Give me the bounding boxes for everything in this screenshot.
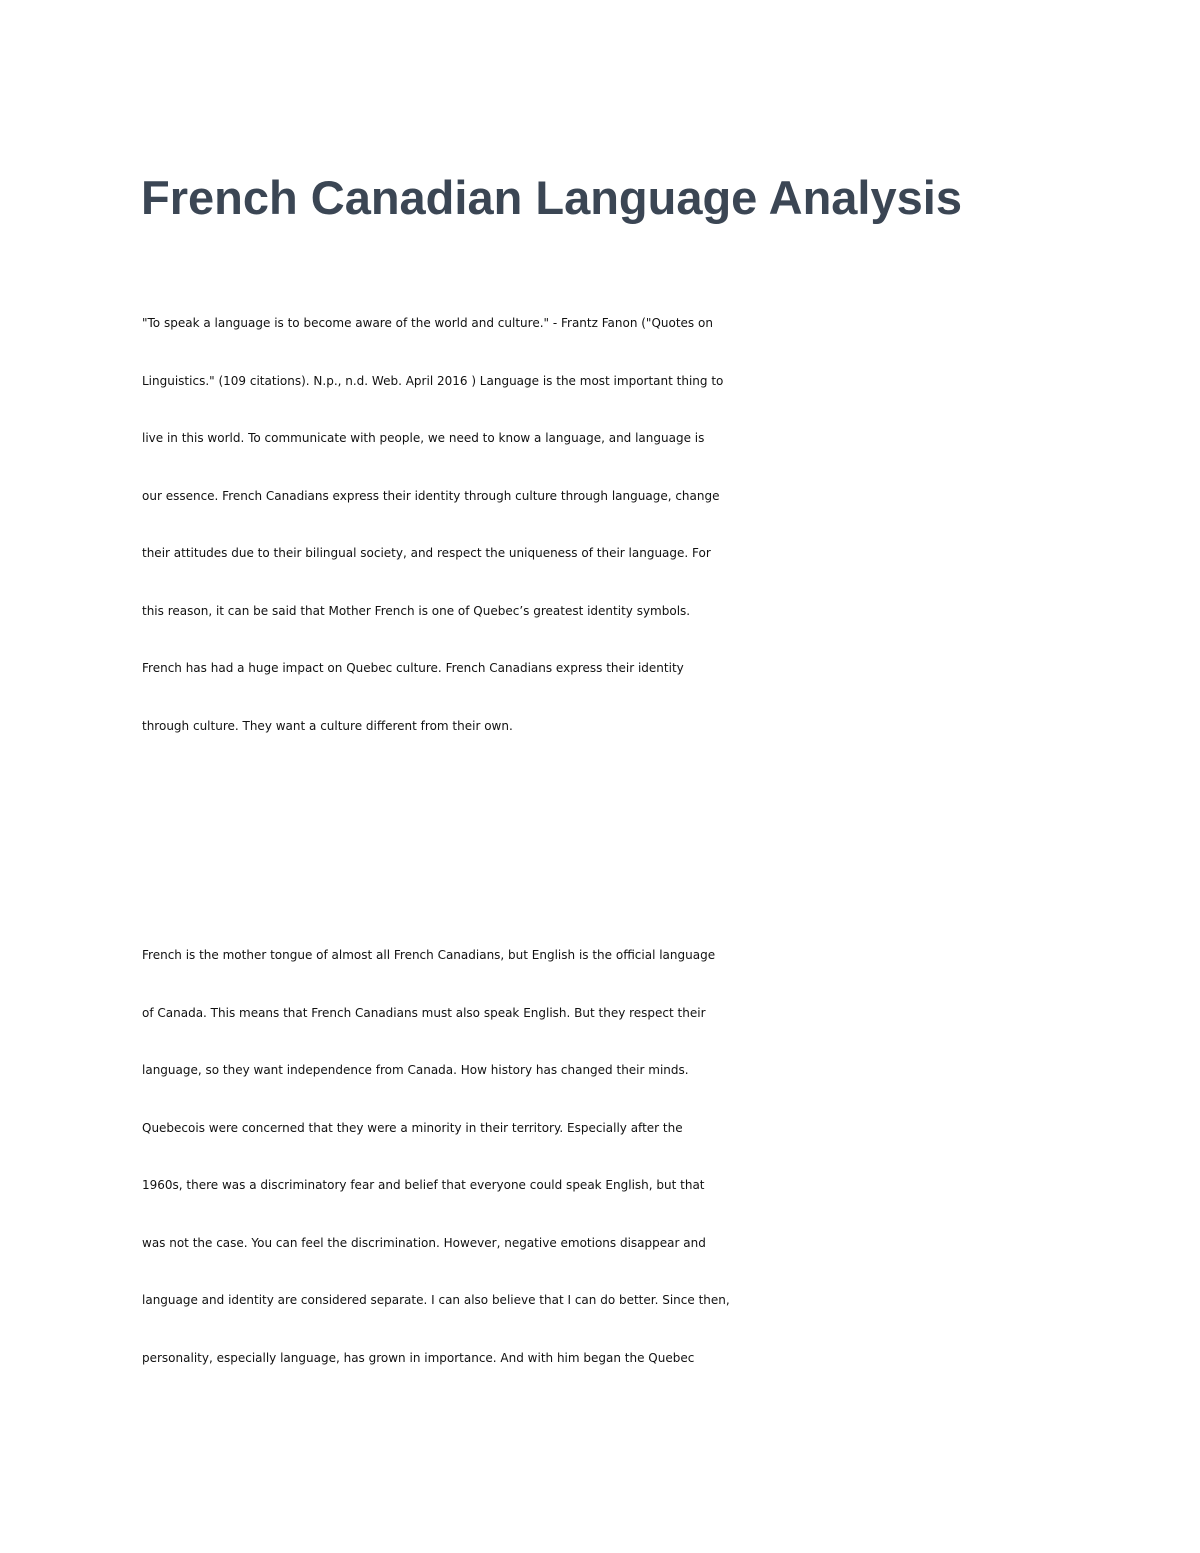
paragraph-line: Quebecois were concerned that they were a minority in their territory. Especially after the (142, 1120, 683, 1135)
paragraph-2 (142, 927, 1082, 1387)
paragraph-line: French has had a huge impact on Quebec culture. French Canadians express their identity (142, 661, 684, 675)
paragraph-line: "To speak a language is to become aware of the world and culture." - Frantz Fanon ("Quotes on (142, 316, 713, 330)
paragraph-line: Linguistics." (109 citations). N.p., n.d. Web. April 2016 ) Language is the most important thing to (142, 373, 724, 388)
paragraph-line: of Canada. This means that French Canadians must also speak English. But they respect their (142, 1005, 706, 1020)
paragraph-line: 1960s, there was a discriminatory fear and belief that everyone could speak English, but that (142, 1178, 705, 1192)
paragraph-line: personality, especially language, has grown in importance. And with him began the Quebec (142, 1350, 695, 1365)
paragraph-line: our essence. French Canadians express their identity through culture through language, change (142, 488, 720, 503)
paragraph-line: live in this world. To communicate with people, we need to know a language, and language is (142, 431, 705, 445)
document-title: French Canadian Language Analysis (141, 171, 962, 224)
paragraph-line: language and identity are considered separate. I can also believe that I can do better. Since then, (142, 1293, 730, 1307)
paragraph-1 (142, 295, 1082, 755)
paragraph-line: language, so they want independence from Canada. How history has changed their minds. (142, 1063, 689, 1077)
paragraph-line: French is the mother tongue of almost all French Canadians, but English is the official language (142, 948, 716, 962)
paragraph-line: through culture. They want a culture different from their own. (142, 718, 513, 733)
paragraph-line: this reason, it can be said that Mother French is one of Quebec’s greatest identity symbols. (142, 603, 691, 618)
paragraph-line: their attitudes due to their bilingual society, and respect the uniqueness of their language. For (142, 546, 711, 560)
paragraph-line: was not the case. You can feel the discrimination. However, negative emotions disappear and (142, 1235, 706, 1250)
